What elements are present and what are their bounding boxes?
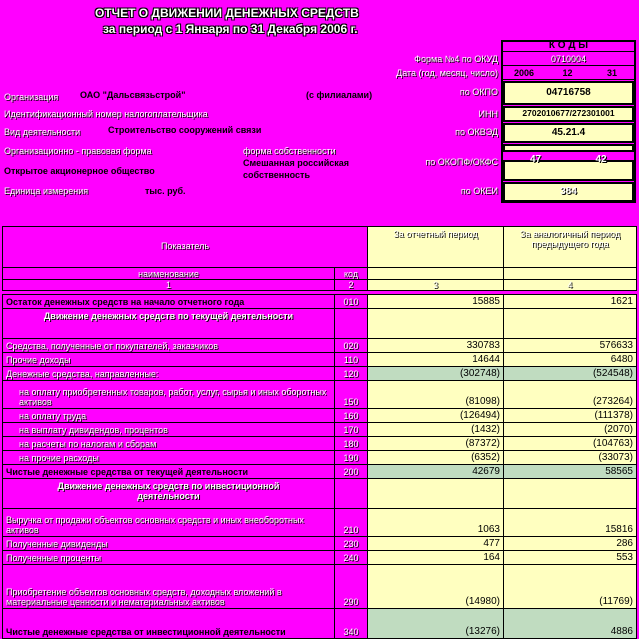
row-code (334, 338, 368, 353)
row-label (2, 436, 335, 451)
row-label-text: Чистые денежные средства от инвестиционной деятельности (6, 627, 286, 637)
row-label-text: Средства, полученные от покупателей, заказчиков (6, 341, 218, 351)
row-code (334, 408, 368, 423)
row-current-value (367, 450, 504, 465)
row-prev-value (503, 366, 637, 381)
row-prev-value (503, 450, 637, 465)
row-label (2, 508, 335, 537)
row-prev-value (503, 294, 637, 309)
row-label-text: Движение денежных средств по инвестиционной деятельности (57, 481, 280, 501)
row-current-value-text: (302748) (459, 368, 500, 379)
row-code (334, 464, 368, 479)
row-label (2, 536, 335, 551)
row-code-text: 010 (343, 297, 359, 307)
row-label (2, 308, 335, 339)
row-current-value (367, 338, 504, 353)
row-current-value-text: 164 (483, 552, 500, 563)
inn-label: ИНН (478, 109, 498, 119)
col-name: наименование (138, 269, 199, 279)
row-code (334, 450, 368, 465)
row-prev-value (503, 352, 637, 367)
row-code-text: 120 (343, 369, 359, 379)
row-code-text: 160 (343, 411, 359, 421)
row-code (334, 550, 368, 565)
row-code-text: 240 (343, 553, 359, 563)
row-code-text: 340 (343, 627, 359, 637)
row-prev-value-text: 6480 (610, 354, 633, 365)
codes-label: К О Д Ы (548, 40, 589, 51)
okopf-code2: 42 (595, 154, 607, 165)
report-title-line1: ОТЧЕТ О ДВИЖЕНИИ ДЕНЕЖНЫХ СРЕДСТВ (95, 6, 359, 20)
ownership-value: Смешанная российская собственность (243, 158, 350, 180)
row-label-text: Денежные средства, направленные: (6, 369, 159, 379)
row-current-value (367, 464, 504, 479)
row-label-text: Полученные дивиденды (6, 539, 108, 549)
okpo-label: по ОКПО (459, 87, 498, 97)
unit-label: Единица измерения (4, 186, 89, 196)
row-label-text: Приобретение объектов основных средств, доходных вложений в материальные ценности и нематериальных активов (6, 587, 282, 607)
row-label (2, 366, 335, 381)
row-current-value (367, 294, 504, 309)
row-current-value (367, 366, 504, 381)
inn-row-label: Идентификационный номер налогоплательщика (4, 109, 208, 119)
row-prev-value (503, 608, 637, 639)
row-current-value (367, 536, 504, 551)
row-code-text: 020 (343, 341, 359, 351)
row-code (334, 536, 368, 551)
row-current-value (367, 564, 504, 609)
row-code (334, 478, 368, 509)
row-current-value (367, 408, 504, 423)
row-label-text: на расчеты по налогам и сборам (19, 439, 157, 449)
row-current-value (367, 436, 504, 451)
row-prev-value (503, 308, 637, 339)
row-label-text: Полученные проценты (6, 553, 102, 563)
row-prev-value-text: (104763) (592, 438, 633, 449)
date-month: 12 (562, 68, 573, 78)
col-num-2: 2 (348, 280, 354, 290)
row-code (334, 608, 368, 639)
col-prev: За аналогичный период предыдущего года (519, 229, 621, 249)
row-code (334, 564, 368, 609)
row-label (2, 422, 335, 437)
row-current-value-text: (126494) (459, 410, 500, 421)
legal-form-value: Открытое акционерное общество (4, 166, 155, 176)
form-label: Форма №4 по ОКУД (414, 54, 498, 64)
row-current-value (367, 422, 504, 437)
org-name: ОАО "Дальсвязьстрой" (80, 90, 186, 100)
row-code-text: 200 (343, 467, 359, 477)
row-prev-value (503, 408, 637, 423)
row-prev-value-text: 286 (616, 538, 633, 549)
col-num-3: 3 (432, 280, 438, 290)
row-current-value-text: (13276) (465, 626, 500, 637)
row-prev-value-text: (33073) (598, 452, 633, 463)
row-label-text: Движение денежных средств по текущей деятельности (43, 311, 294, 321)
col-code: код (343, 269, 359, 279)
okopf-label: по ОКОПФ/ОКФС (425, 157, 498, 167)
row-current-value-text: (14980) (465, 596, 500, 607)
row-prev-value-text: (2070) (604, 424, 633, 435)
row-current-value (367, 380, 504, 409)
row-current-value-text: 1063 (477, 524, 500, 535)
row-prev-value-text: (524548) (592, 368, 633, 379)
row-prev-value (503, 422, 637, 437)
row-prev-value (503, 464, 637, 479)
row-label-text: на оплату труда (19, 411, 87, 421)
row-prev-value-text: 58565 (605, 466, 633, 477)
row-current-value-text: (6352) (471, 452, 500, 463)
row-current-value-text: 477 (483, 538, 500, 549)
row-code-text: 290 (343, 597, 359, 607)
activity-value: Строительство сооружений связи (108, 125, 262, 135)
row-current-value (367, 508, 504, 537)
okpo-code: 04716758 (546, 87, 591, 98)
row-label-text: Остаток денежных средств на начало отчетного года (6, 297, 245, 307)
unit-value: тыс. руб. (145, 186, 186, 196)
row-current-value-text: (87372) (465, 438, 500, 449)
row-label-text: на прочие расходы (19, 453, 99, 463)
org-note: (с филиалами) (306, 90, 373, 100)
row-current-value-text: 14644 (472, 354, 500, 365)
row-label (2, 464, 335, 479)
col-num-1: 1 (165, 280, 171, 290)
row-label (2, 294, 335, 309)
row-current-value-text: (81098) (465, 396, 500, 407)
org-label: Организация (4, 92, 59, 102)
row-code (334, 366, 368, 381)
row-code (334, 352, 368, 367)
okopf-code1: 47 (529, 154, 542, 165)
row-label (2, 450, 335, 465)
row-label (2, 608, 335, 639)
row-prev-value (503, 508, 637, 537)
row-code (334, 308, 368, 339)
row-code-text: 230 (343, 539, 359, 549)
row-label (2, 352, 335, 367)
row-prev-value-text: (111378) (594, 410, 633, 421)
row-current-value-text: (1432) (471, 424, 500, 435)
row-code (334, 508, 368, 537)
row-prev-value (503, 436, 637, 451)
row-current-value-text: 42679 (472, 466, 500, 477)
row-label-text: Чистые денежные средства от текущей деятельности (6, 467, 249, 477)
row-current-value (367, 352, 504, 367)
row-prev-value-text: 15816 (605, 524, 633, 535)
row-label (2, 550, 335, 565)
row-code-text: 110 (343, 355, 359, 365)
date-year: 2006 (513, 68, 535, 78)
row-code (334, 294, 368, 309)
okved-code: 45.21.4 (551, 127, 586, 138)
activity-label: Вид деятельности (4, 127, 81, 137)
row-prev-value-text: (11769) (599, 596, 633, 607)
row-code (334, 436, 368, 451)
row-prev-value-text: 1621 (610, 296, 633, 307)
legal-form-label: Организационно - правовая форма (4, 146, 152, 156)
col-num-4: 4 (567, 280, 573, 290)
row-label (2, 564, 335, 609)
row-code-text: 210 (343, 525, 359, 535)
okei-label: по ОКЕИ (460, 186, 498, 196)
row-prev-value (503, 380, 637, 409)
okved-label: по ОКВЭД (455, 127, 498, 137)
inn-code: 2702010677/272301001 (522, 108, 615, 118)
date-label: Дата (год, месяц, число) (396, 68, 498, 78)
row-prev-value (503, 536, 637, 551)
col-indicator: Показатель (160, 241, 210, 251)
row-label (2, 408, 335, 423)
row-prev-value-text: (273264) (592, 396, 633, 407)
row-current-value (367, 308, 504, 339)
row-label-text: Прочие доходы (6, 355, 71, 365)
row-prev-value-text: 4886 (610, 626, 633, 637)
row-prev-value (503, 478, 637, 509)
row-code-text: 170 (343, 425, 359, 435)
row-label (2, 380, 335, 409)
row-label-text: на оплату приобретенных товаров, работ, услуг, сырья и иных оборотных активов (19, 387, 327, 407)
row-current-value (367, 478, 504, 509)
row-prev-value (503, 550, 637, 565)
row-prev-value (503, 564, 637, 609)
okei-code: 384 (560, 186, 577, 197)
row-code-text: 180 (343, 439, 359, 449)
row-code-text: 150 (343, 397, 359, 407)
row-label-text: Выручка от продажи объектов основных средств и иных внеоборотных активов (6, 515, 304, 535)
report-title-line2: за период с 1 Января по 31 Декабря 2006 г. (103, 22, 358, 36)
row-current-value (367, 608, 504, 639)
row-label-text: на выплату дивидендов, процентов (19, 425, 168, 435)
row-prev-value (503, 338, 637, 353)
row-current-value-text: 330783 (466, 340, 500, 351)
row-prev-value-text: 553 (616, 552, 633, 563)
row-current-value (367, 550, 504, 565)
row-label (2, 478, 335, 509)
ownership-label: форма собственности (243, 146, 336, 156)
form-code: 0710004 (550, 54, 587, 64)
row-current-value-text: 15885 (472, 296, 500, 307)
row-code (334, 422, 368, 437)
row-prev-value-text: 576633 (599, 340, 633, 351)
row-code-text: 190 (343, 453, 359, 463)
row-code (334, 380, 368, 409)
date-day: 31 (606, 68, 617, 78)
row-label (2, 338, 335, 353)
col-current: За отчетный период (393, 229, 478, 239)
